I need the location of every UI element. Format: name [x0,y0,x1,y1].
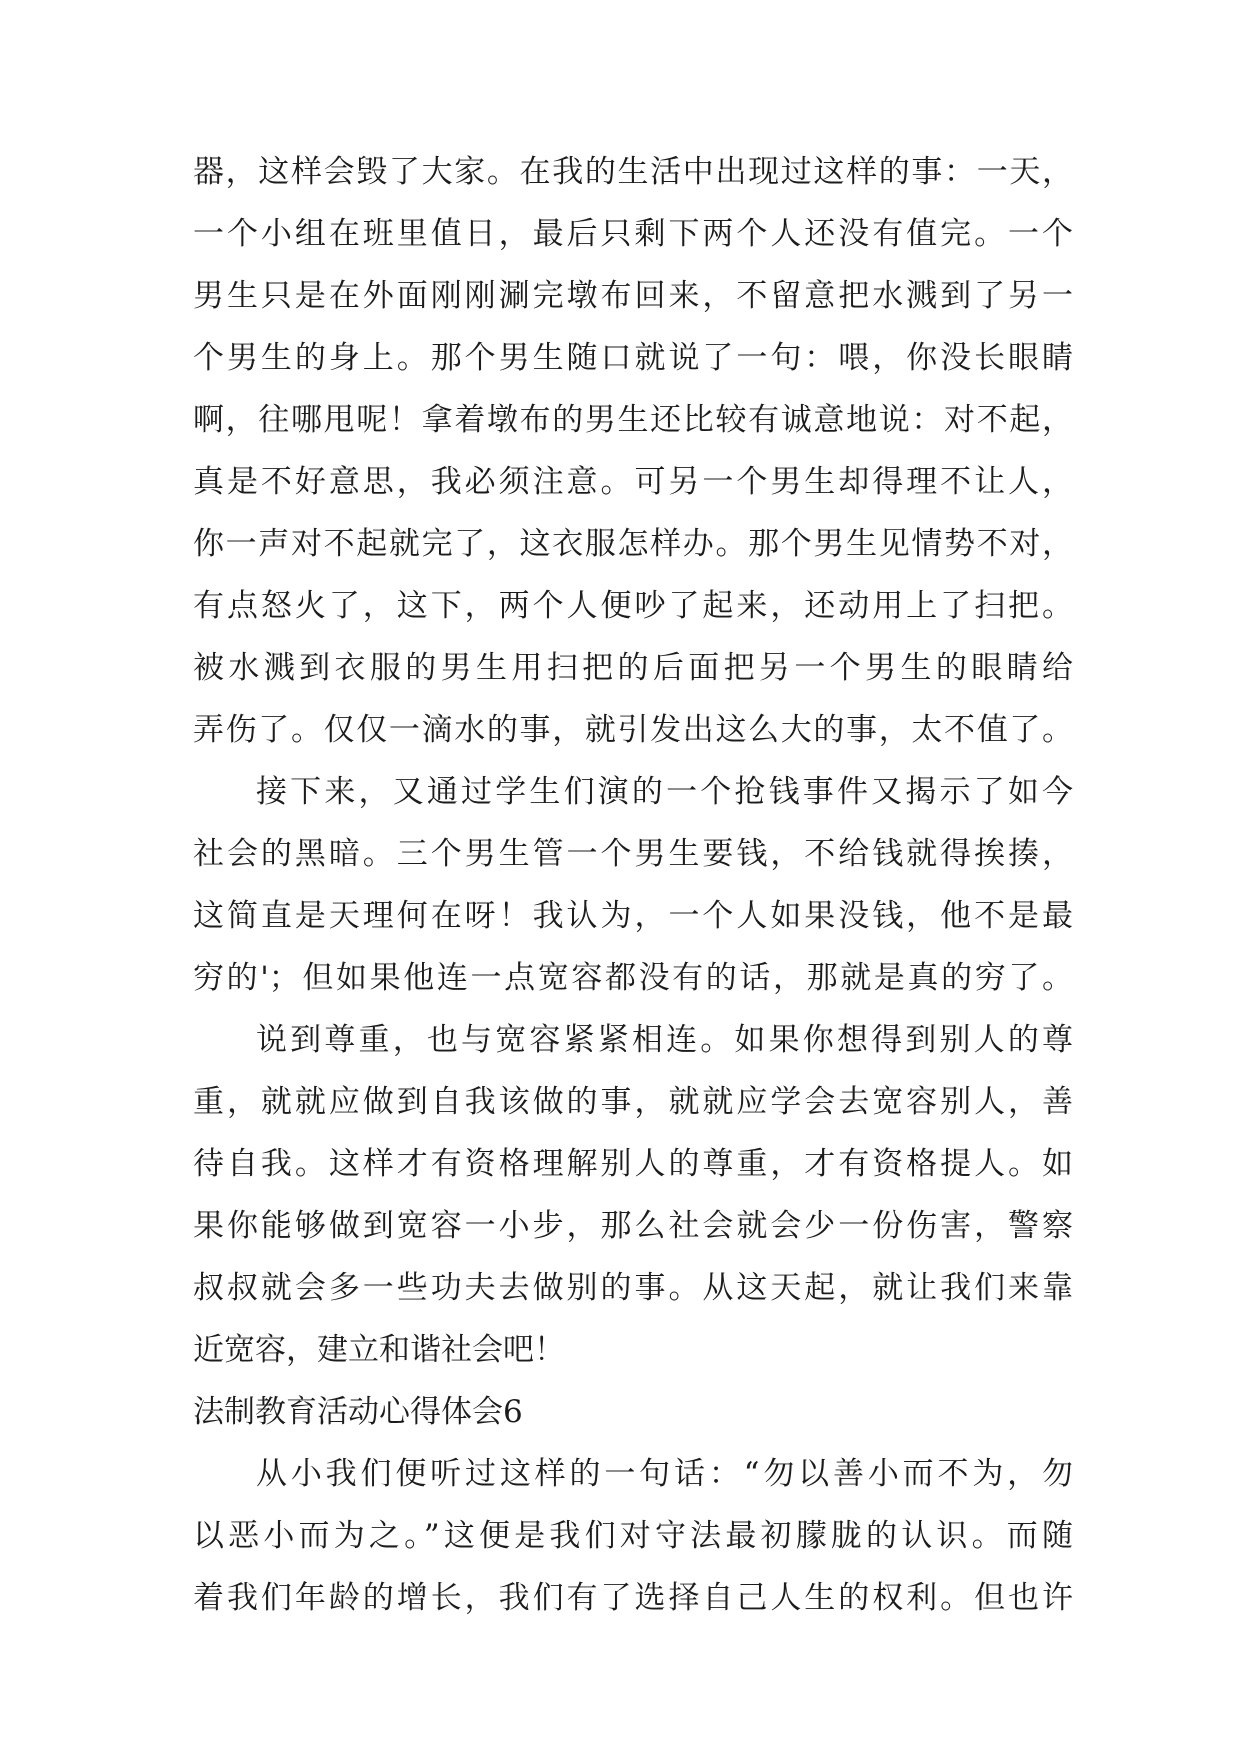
text-line: 啊，往哪甩呢！拿着墩布的男生还比较有诚意地说：对不起， [193,402,1073,438]
text-line: 你一声对不起就完了，这衣服怎样办。那个男生见情势不对， [193,526,1073,562]
text-line: 个男生的身上。那个男生随口就说了一句：喂，你没长眼睛 [193,340,1073,376]
text-line: 待自我。这样才有资格理解别人的尊重，才有资格提人。如 [193,1146,1073,1182]
text-line: 说到尊重，也与宽容紧紧相连。如果你想得到别人的尊 [256,1022,1073,1058]
text-line: 从小我们便听过这样的一句话：“勿以善小而不为，勿 [256,1456,1073,1492]
text-line: 果你能够做到宽容一小步，那么社会就会少一份伤害，警察 [193,1208,1073,1244]
text-line: 以恶小而为之。”这便是我们对守法最初朦胧的认识。而随 [193,1518,1073,1554]
text-line: 有点怒火了，这下，两个人便吵了起来，还动用上了扫把。 [193,588,1073,624]
text-line: 真是不好意思，我必须注意。可另一个男生却得理不让人， [193,464,1073,500]
text-line: 穷的'；但如果他连一点宽容都没有的话，那就是真的穷了。 [193,960,1073,996]
text-line: 着我们年龄的增长，我们有了选择自己人生的权利。但也许 [193,1580,1073,1616]
section-heading: 法制教育活动心得体会6 [193,1394,523,1430]
text-line: 弄伤了。仅仅一滴水的事，就引发出这么大的事，太不值了。 [193,712,1073,748]
text-line: 近宽容，建立和谐社会吧！ [193,1332,565,1368]
text-line: 这简直是天理何在呀！我认为，一个人如果没钱，他不是最 [193,898,1073,934]
text-line: 被水溅到衣服的男生用扫把的后面把另一个男生的眼睛给 [193,650,1073,686]
text-line: 社会的黑暗。三个男生管一个男生要钱，不给钱就得挨揍， [193,836,1073,872]
text-line: 叔叔就会多一些功夫去做别的事。从这天起，就让我们来靠 [193,1270,1073,1306]
text-line: 一个小组在班里值日，最后只剩下两个人还没有值完。一个 [193,216,1073,252]
text-line: 接下来，又通过学生们演的一个抢钱事件又揭示了如今 [256,774,1073,810]
text-line: 男生只是在外面刚刚涮完墩布回来，不留意把水溅到了另一 [193,278,1073,314]
text-line: 器，这样会毁了大家。在我的生活中出现过这样的事：一天， [193,154,1073,190]
text-line: 重，就就应做到自我该做的事，就就应学会去宽容别人，善 [193,1084,1073,1120]
